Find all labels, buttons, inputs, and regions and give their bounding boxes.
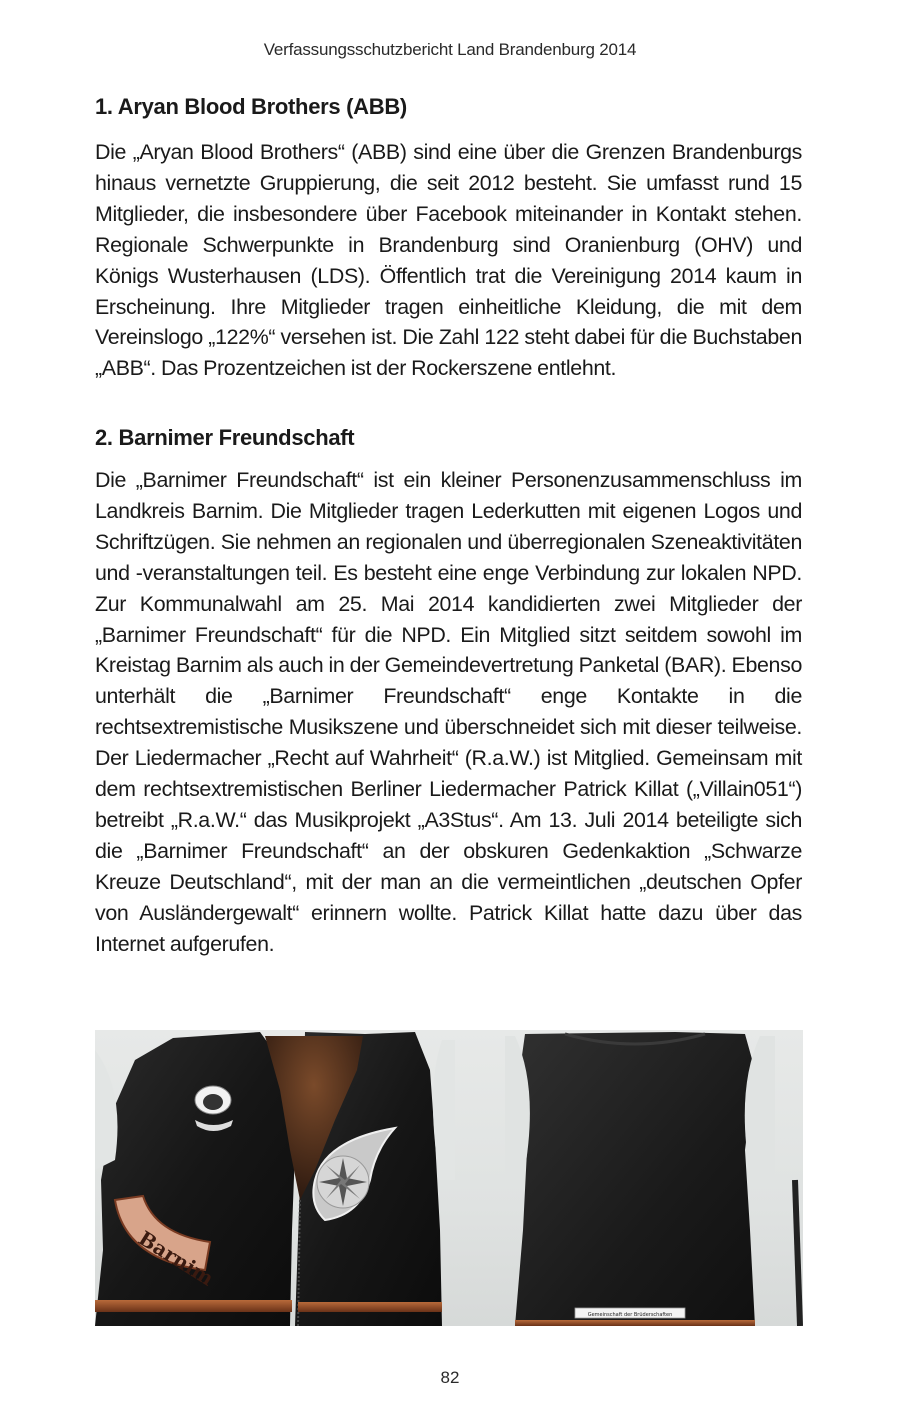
section-paragraph-barnimer-freundschaft: Die „Barnimer Freundschaft“ ist ein kleiner Personenzusammenschluss im Landkreis Barnim. Die Mitglieder tragen Lederkutten mit eigenen Logos und Schriftzügen. Sie nehmen an regionalen und überregionalen Szeneaktivitäten und -veranstaltungen teil. Es besteht eine enge Verbindung zur lokalen NPD. Zur Kommunalwahl am 25. Mai 2014 kandidierten zwei Mitglieder der „Barnimer Freundschaft“ für die NPD. Ein Mitglied sitzt seitdem sowohl im Kreistag Barnim als auch in der Gemeindevertretung Panketal (BAR). Ebenso unterhält die „Barnimer Freundschaft“ enge Kontakte in die rechtsextremistische Musikszene und überschneidet sich mit dieser teilweise. Der Liedermacher „Recht auf Wahrheit“ (R.a.W.) ist Mitglied. Gemeinsam mit dem rechtsextremistischen Berliner Liedermacher Patrick Killat („Villain051“) betreibt „R.a.W.“ das Musikprojekt „A3Stus“. Am 13. Juli 2014 beteiligte sich die „Barnimer Freundschaft“ an der obskuren Gedenkaktion „Schwarze Kreuze Deutschland“, mit der man an die vermeintlichen „deutschen Opfer von Ausländergewalt“ erinnern wollte. Patrick Killat hatte dazu über das Internet aufgerufen. <box>95 468 802 956</box>
section-paragraph-aryan-blood-brothers: Die „Aryan Blood Brothers“ (ABB) sind eine über die Grenzen Brandenburgs hinaus vernetzte Gruppierung, die seit 2012 besteht. Sie umfasst rund 15 Mitglieder, die insbesondere über Facebook miteinander in Kontakt stehen. Regionale Schwerpunkte in Brandenburg sind Oranienburg (OHV) und Königs Wusterhausen (LDS). Öffentlich trat die Vereinigung 2014 kaum in Erscheinung. Ihre Mitglieder tragen einheitliche Kleidung, die mit dem Vereinslogo „122%“ versehen ist. Die Zahl 122 steht dabei für die Buchstaben „ABB“. Das Prozentzeichen ist der Rockerszene entlehnt. <box>95 140 802 381</box>
front-vest <box>95 1032 455 1326</box>
section-title-barnimer-freundschaft: 2. Barnimer Freundschaft <box>95 425 355 450</box>
back-vest <box>505 1032 800 1326</box>
section-title-aryan-blood-brothers: 1. Aryan Blood Brothers (ABB) <box>95 94 407 119</box>
svg-text:Gemeinschaft der Brüderschafte: Gemeinschaft der Brüderschaften <box>587 1312 673 1318</box>
page-number: 82 <box>440 1368 460 1387</box>
running-header: Verfassungsschutzbericht Land Brandenburg 2014 <box>263 40 637 59</box>
leather-vests-photo <box>95 1030 803 1326</box>
back-name-patch <box>575 1308 685 1318</box>
svg-text:Barnim: Barnim <box>134 1225 219 1291</box>
